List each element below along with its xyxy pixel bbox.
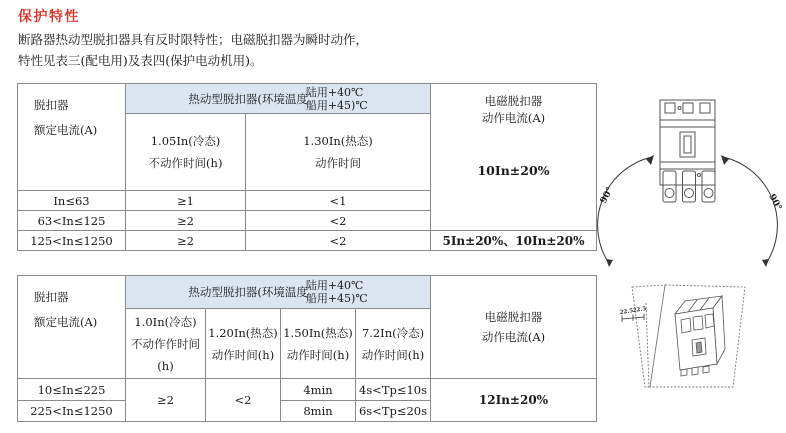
- rated-current-line2: 额定电流(A): [34, 123, 98, 137]
- env-conditions: [306, 279, 368, 305]
- subheader-line1: 1.50In(热态): [283, 325, 353, 340]
- dimension-label-right: 22.5: [632, 306, 647, 314]
- terminal-window-icon: [665, 103, 675, 113]
- env-land-label: 陆用+40℃: [305, 279, 364, 292]
- handle-icon: [684, 136, 691, 153]
- table-four-motor-protection: [17, 275, 597, 422]
- magnetic-trip-value: 10In±20%: [477, 163, 550, 178]
- magnetic-trip-label: [431, 307, 596, 347]
- terminal-window-icon: [681, 318, 691, 333]
- rotation-arcs: [598, 157, 778, 265]
- cold-value-cell: ≥2: [126, 231, 246, 251]
- cold-state-subheader: [126, 114, 246, 191]
- subheader-7-2in: [356, 309, 431, 379]
- hot-state-line1: 1.30In(热态): [303, 134, 373, 148]
- cold-value-cell: ≥1: [126, 191, 246, 211]
- thermal-trip-header-cell: [126, 276, 431, 309]
- subheader-line2: 不动作作时间(h): [131, 336, 200, 373]
- rated-current-line1: 脱扣器: [34, 98, 69, 112]
- range-cell: In≤63: [18, 191, 126, 211]
- env-land-label: 陆用+40℃: [305, 85, 364, 99]
- magnetic-trip-label-line2: 动作电流(A): [481, 330, 546, 344]
- page-title: 保护特性: [18, 9, 80, 25]
- rotation-angle-right-label: 90°: [766, 192, 784, 213]
- hot-value-cell: <1: [246, 191, 431, 211]
- magnetic-trip-header-cell: [431, 276, 597, 379]
- terminal-screw-icon: [685, 189, 694, 198]
- env-conditions: [306, 86, 368, 112]
- range-cell: 125<In≤1250: [18, 231, 126, 251]
- range-cell: 10≤In≤225: [18, 379, 126, 401]
- magnetic-trip-row-value: 5In±20%、10In±20%: [431, 231, 597, 251]
- cold-state-line1: 1.05In(冷态): [150, 134, 221, 148]
- arrowhead-icon: [721, 155, 729, 165]
- foot-icon: [703, 366, 709, 373]
- env-ship-label: 船用+45)℃: [305, 98, 368, 112]
- arrowhead-icon: [606, 259, 613, 267]
- breaker-isometric-diagram: [675, 296, 725, 376]
- terminal-screw-icon: [665, 189, 674, 198]
- tp-value-cell: 4s<Tp≤10s: [356, 379, 431, 401]
- rotation-arc-left: [598, 157, 652, 265]
- cold-value-cell: ≥2: [126, 379, 206, 422]
- magnetic-trip-header-cell: [431, 84, 597, 231]
- terminal-screw-icon: [704, 189, 713, 198]
- cold-value-cell: ≥2: [126, 211, 246, 231]
- intro-line-2: 特性见表三(配电用)及表四(保护电动机用)。: [18, 53, 263, 68]
- magnetic-trip-label-line1: 电磁脱扣器: [484, 310, 543, 324]
- subheader-1-0in: [126, 309, 206, 379]
- cold-state-line2: 不动作时间(h): [148, 156, 223, 170]
- range-cell: 225<In≤1250: [18, 401, 126, 422]
- terminal-window-icon: [700, 103, 710, 113]
- swing-outline-inner-line: [646, 303, 649, 387]
- hot-value-cell: <2: [246, 231, 431, 251]
- hot-state-line2: 动作时间: [315, 156, 361, 170]
- magnetic-trip-label-line2: 动作电流(A): [481, 111, 546, 125]
- range-cell: 63<In≤125: [18, 211, 126, 231]
- rotation-arc-right: [723, 157, 777, 265]
- intro-paragraph: [18, 29, 368, 71]
- arrowhead-icon: [646, 155, 654, 165]
- rated-current-header: [18, 276, 126, 379]
- magnetic-trip-label-line1: 电磁脱扣器: [484, 94, 543, 108]
- thermal-trip-header-cell: [126, 84, 431, 114]
- table-row: [18, 379, 597, 401]
- hot-state-subheader: [246, 114, 431, 191]
- screw-dot-icon: [678, 107, 681, 110]
- rated-current-header: [18, 84, 126, 191]
- subheader-line2: 动作时间(h): [361, 347, 425, 362]
- terminal-window-icon: [683, 103, 693, 113]
- handle-icon: [696, 342, 702, 353]
- subheader-line1: 1.20In(热态): [208, 325, 278, 340]
- hot-value-cell: <2: [206, 379, 281, 422]
- arrowheads: [606, 155, 769, 267]
- table-row: [18, 231, 597, 251]
- env-ship-label: 船用+45)℃: [305, 292, 368, 305]
- foot-icon: [692, 367, 698, 375]
- intro-line-1: 断路器热动型脱扣器具有反时限特性；电磁脱扣器为瞬时动作，: [18, 32, 369, 47]
- breaker-front-view-diagram: [660, 100, 715, 202]
- subheader-1-20in: [206, 309, 281, 379]
- dimension-marks: [619, 306, 646, 322]
- foot-icon: [681, 369, 687, 376]
- dimension-label-left: 22.5: [619, 308, 634, 316]
- thermal-trip-header-text: 热动型脱扣器(环境温度: [188, 285, 308, 299]
- time-value-cell: 8min: [281, 401, 356, 422]
- hot-value-cell: <2: [246, 211, 431, 231]
- arrowhead-icon: [762, 259, 769, 267]
- thermal-trip-header-text: 热动型脱扣器(环境温度: [188, 91, 308, 106]
- subheader-line1: 1.0In(冷态): [134, 314, 197, 329]
- subheader-line1: 7.2In(冷态): [361, 325, 425, 340]
- breaker-mounting-figure: [596, 83, 786, 433]
- terminal-window-icon: [705, 314, 714, 328]
- magnetic-trip-value: 12In±20%: [431, 379, 597, 422]
- subheader-line2: 动作时间(h): [286, 347, 350, 362]
- screw-dot-icon: [698, 174, 701, 177]
- table-three-distribution: [17, 83, 597, 251]
- terminal-window-icon: [693, 316, 703, 330]
- rated-current-line2: 额定电流(A): [34, 315, 98, 329]
- rotation-angle-left-label: 90°: [598, 185, 616, 206]
- magnetic-trip-label: [431, 93, 596, 127]
- tp-value-cell: 6s<Tp≤20s: [356, 401, 431, 422]
- time-value-cell: 4min: [281, 379, 356, 401]
- rated-current-line1: 脱扣器: [34, 290, 69, 304]
- subheader-line2: 动作时间(h): [211, 347, 275, 362]
- subheader-1-50in: [281, 309, 356, 379]
